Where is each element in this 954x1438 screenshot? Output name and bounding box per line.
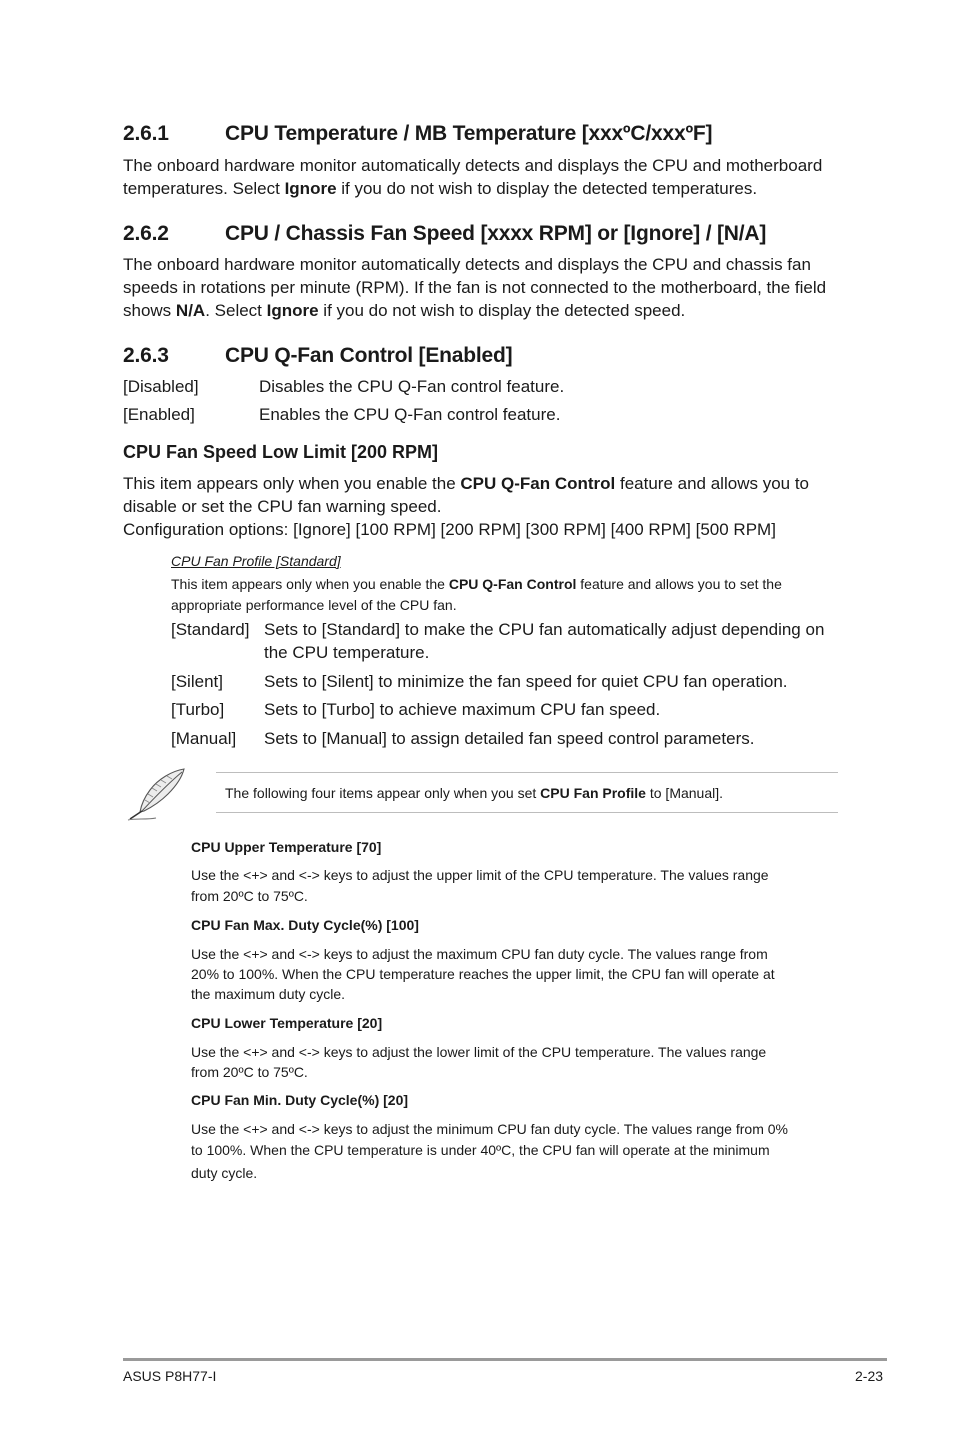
section-2-6-3-heading <box>123 344 883 370</box>
paragraph-line: Use the <+> and <-> keys to adjust the maximum CPU fan duty cycle. The values range from <box>191 946 768 962</box>
paragraph-line: This item appears only when you enable the CPU Q-Fan Control feature and allows you to set the <box>171 576 782 592</box>
paragraph-line: Configuration options: [Ignore] [100 RPM] [200 RPM] [300 RPM] [400 RPM] [500 RPM] <box>123 520 776 539</box>
section-number: 2.6.2 <box>123 222 169 245</box>
paragraph-line: from 20ºC to 75ºC. <box>191 888 308 904</box>
note-text: The following four items appear only when you set CPU Fan Profile to [Manual]. <box>225 785 724 801</box>
option-desc-continued: the CPU temperature. <box>264 643 430 662</box>
fan-profile-body <box>171 574 871 616</box>
option-key: [Standard] <box>171 620 250 639</box>
option-desc: Enables the CPU Q-Fan control feature. <box>259 405 561 424</box>
note-top-rule <box>216 772 838 773</box>
upper-temperature-heading: CPU Upper Temperature [70] <box>191 839 382 855</box>
paragraph-line: Use the <+> and <-> keys to adjust the upper limit of the CPU temperature. The values range <box>191 867 769 883</box>
paragraph-line: shows N/A. Select Ignore if you do not wish to display the detected speed. <box>123 301 686 320</box>
paragraph-line: This item appears only when you enable the CPU Q-Fan Control feature and allows you to <box>123 474 809 493</box>
paragraph-line: Use the <+> and <-> keys to adjust the minimum CPU fan duty cycle. The values range from 0% <box>191 1121 788 1137</box>
option-desc: Sets to [Manual] to assign detailed fan speed control parameters. <box>264 729 755 748</box>
min-duty-cycle-heading: CPU Fan Min. Duty Cycle(%) [20] <box>191 1092 409 1108</box>
paragraph-line: the maximum duty cycle. <box>191 986 346 1002</box>
section-title: CPU / Chassis Fan Speed [xxxx RPM] or [Ignore] / [N/A] <box>225 222 767 245</box>
lower-temperature-body <box>191 1042 851 1084</box>
option-desc: Disables the CPU Q-Fan control feature. <box>259 377 565 396</box>
footer-rule <box>123 1358 887 1361</box>
low-limit-heading: CPU Fan Speed Low Limit [200 RPM] <box>123 442 439 462</box>
paragraph-line: The onboard hardware monitor automatically detects and displays the CPU and motherboard <box>123 156 823 175</box>
upper-temperature-body <box>191 865 851 907</box>
footer-page-number: 2-23 <box>855 1368 884 1384</box>
max-duty-cycle-body <box>191 944 851 1007</box>
paragraph-line: duty cycle. <box>191 1165 258 1181</box>
option-key: [Disabled] <box>123 377 199 396</box>
section-title: CPU Q-Fan Control [Enabled] <box>225 344 513 367</box>
option-desc: Sets to [Silent] to minimize the fan speed for quiet CPU fan operation. <box>264 672 788 691</box>
paragraph-line: Use the <+> and <-> keys to adjust the lower limit of the CPU temperature. The values range <box>191 1044 767 1060</box>
option-key: [Enabled] <box>123 405 195 424</box>
note-bottom-rule <box>216 812 838 813</box>
low-limit-body <box>123 473 883 543</box>
fan-profile-heading: CPU Fan Profile [Standard] <box>171 553 341 569</box>
paragraph-line: speeds in rotations per minute (RPM). If the fan is not connected to the motherboard, the field <box>123 278 827 297</box>
min-duty-cycle-body <box>191 1119 851 1185</box>
paragraph-line: 20% to 100%. When the CPU temperature reaches the upper limit, the CPU fan will operate at <box>191 966 775 982</box>
section-2-6-1-heading <box>123 122 883 148</box>
lower-temperature-heading: CPU Lower Temperature [20] <box>191 1015 383 1031</box>
paragraph-line: to 100%. When the CPU temperature is under 40ºC, the CPU fan will operate at the minimum <box>191 1142 770 1158</box>
max-duty-cycle-heading: CPU Fan Max. Duty Cycle(%) [100] <box>191 917 419 933</box>
section-title: CPU Temperature / MB Temperature [xxxºC/xxxºF] <box>225 122 713 145</box>
paragraph-line: from 20ºC to 75ºC. <box>191 1064 308 1080</box>
paragraph-line: appropriate performance level of the CPU fan. <box>171 597 457 613</box>
section-number: 2.6.3 <box>123 344 169 367</box>
section-2-6-2-body <box>123 254 883 324</box>
footer-product-name: ASUS P8H77-I <box>123 1368 217 1384</box>
option-key: [Manual] <box>171 729 237 748</box>
option-key: [Silent] <box>171 672 223 691</box>
option-desc: Sets to [Standard] to make the CPU fan automatically adjust depending on <box>264 620 825 639</box>
section-number: 2.6.1 <box>123 122 169 145</box>
section-2-6-1-body <box>123 155 883 201</box>
option-desc: Sets to [Turbo] to achieve maximum CPU fan speed. <box>264 700 661 719</box>
feather-pen-icon <box>126 766 188 824</box>
paragraph-line: disable or set the CPU fan warning speed. <box>123 497 442 516</box>
section-2-6-2-heading <box>123 222 883 248</box>
paragraph-line: temperatures. Select Ignore if you do not wish to display the detected temperatures. <box>123 179 758 198</box>
option-key: [Turbo] <box>171 700 225 719</box>
paragraph-line: The onboard hardware monitor automatically detects and displays the CPU and chassis fan <box>123 255 811 274</box>
